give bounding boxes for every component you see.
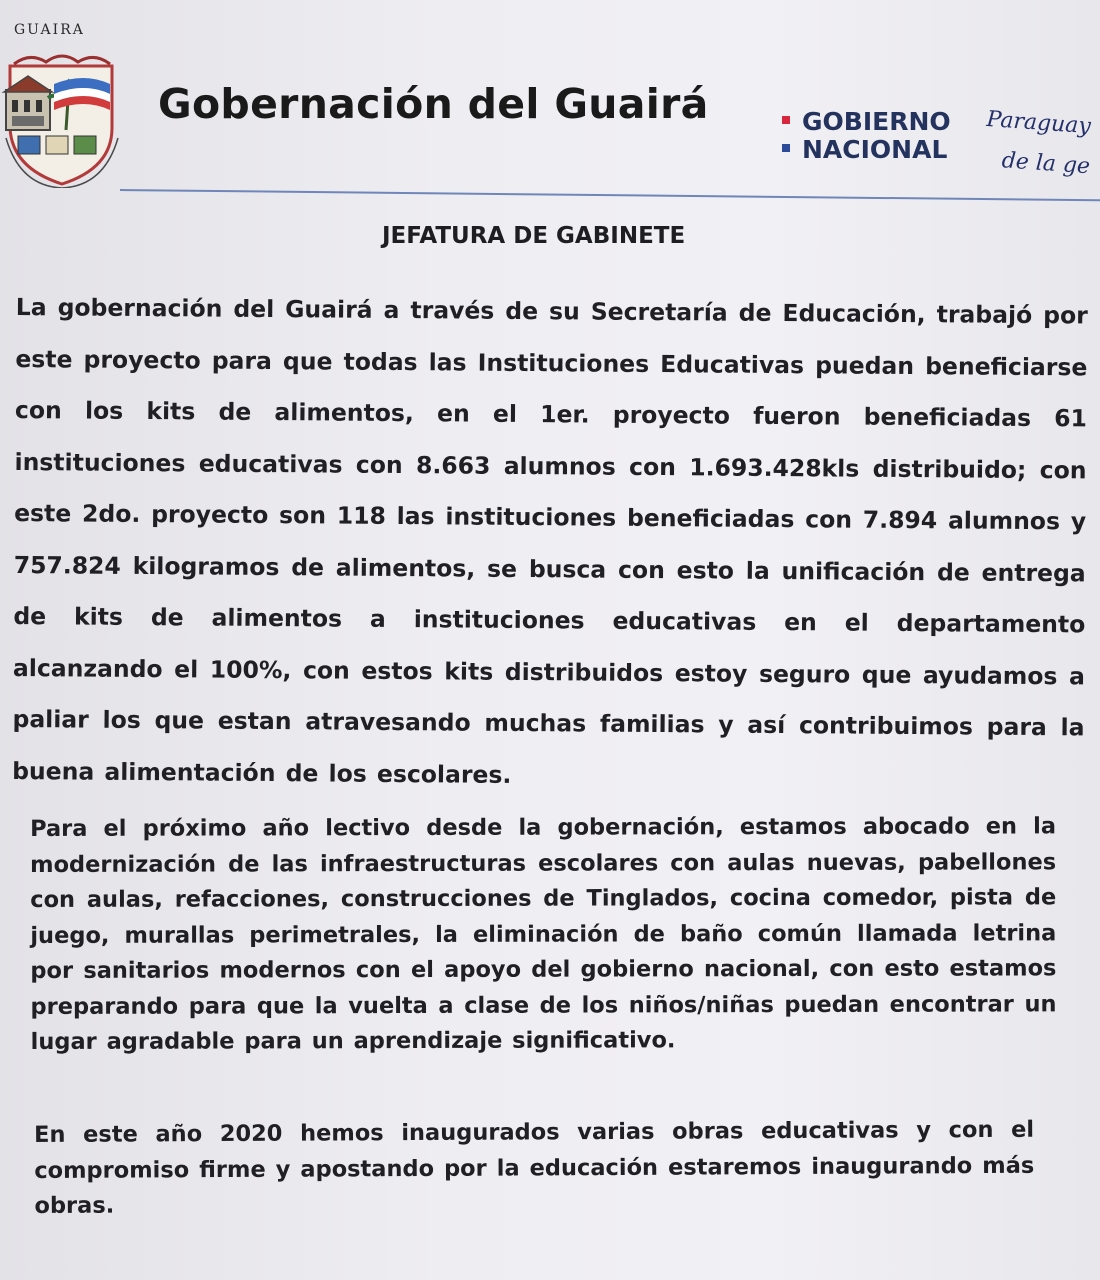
crest-top-label: GUAIRA — [14, 22, 85, 38]
paragraph-3: En este año 2020 hemos inaugurados varias obras educativas y con el compromiso firme y apostando por la educación estaremos inaugurando más obras. — [34, 1116, 1035, 1219]
nacional-line — [782, 136, 972, 164]
letterhead — [0, 0, 1100, 215]
slogan-handwritten — [982, 100, 1100, 188]
gobierno-line — [782, 108, 972, 136]
blue-square-icon — [782, 144, 790, 152]
paragraph-1: La gobernación del Guairá a través de su Secretaría de Educación, trabajó por este proyecto para que todas las Instituciones Educativas puedan beneficiarse con los kits de alimentos, en el 1er. proyecto fueron beneficiadas 61 instituciones educativas con 8.663 alumnos con 1.693.428kls distribuido; con este 2do. proyecto son 118 las instituciones beneficiadas con 7.894 alumnos y 757.824 kilogramos de alimentos, se busca con esto la unificación de entrega de kits de alimentos a instituciones educativas en el departamento alcanzando el 100%, con estos kits distribuidos estoy seguro que ayudamos a paliar los que estan atravesando muchas familias y así contribuimos para la buena alimentación de los escolares. — [12, 292, 1088, 789]
section-title: JEFATURA DE GABINETE — [382, 223, 686, 249]
red-square-icon — [782, 116, 790, 124]
government-title: Gobernación del Guairá — [158, 80, 709, 128]
nacional-text: NACIONAL — [802, 135, 948, 164]
slogan-line-2: de la ge — [1000, 148, 1091, 180]
gobierno-nacional-logo — [782, 108, 972, 164]
gobierno-text: GOBIERNO — [802, 107, 951, 136]
header-divider — [120, 189, 1100, 201]
paragraph-2: Para el próximo año lectivo desde la gobernación, estamos abocado en la modernización de las infraestructuras escolares con aulas nuevas, pabellones con aulas, refacciones, construcciones de Tinglados, cocina comedor, pista de juego, murallas perimetrales, la eliminación de baño común llamada letrina por sanitarios modernos con el apoyo del gobierno nacional, con esto estamos preparando para que la vuelta a clase de los niños/niñas puedan encontrar un lugar agradable para un aprendizaje significativo. — [30, 813, 1057, 1055]
slogan-line-1: Paraguay — [985, 106, 1092, 140]
guaira-crest-logo — [0, 18, 125, 188]
